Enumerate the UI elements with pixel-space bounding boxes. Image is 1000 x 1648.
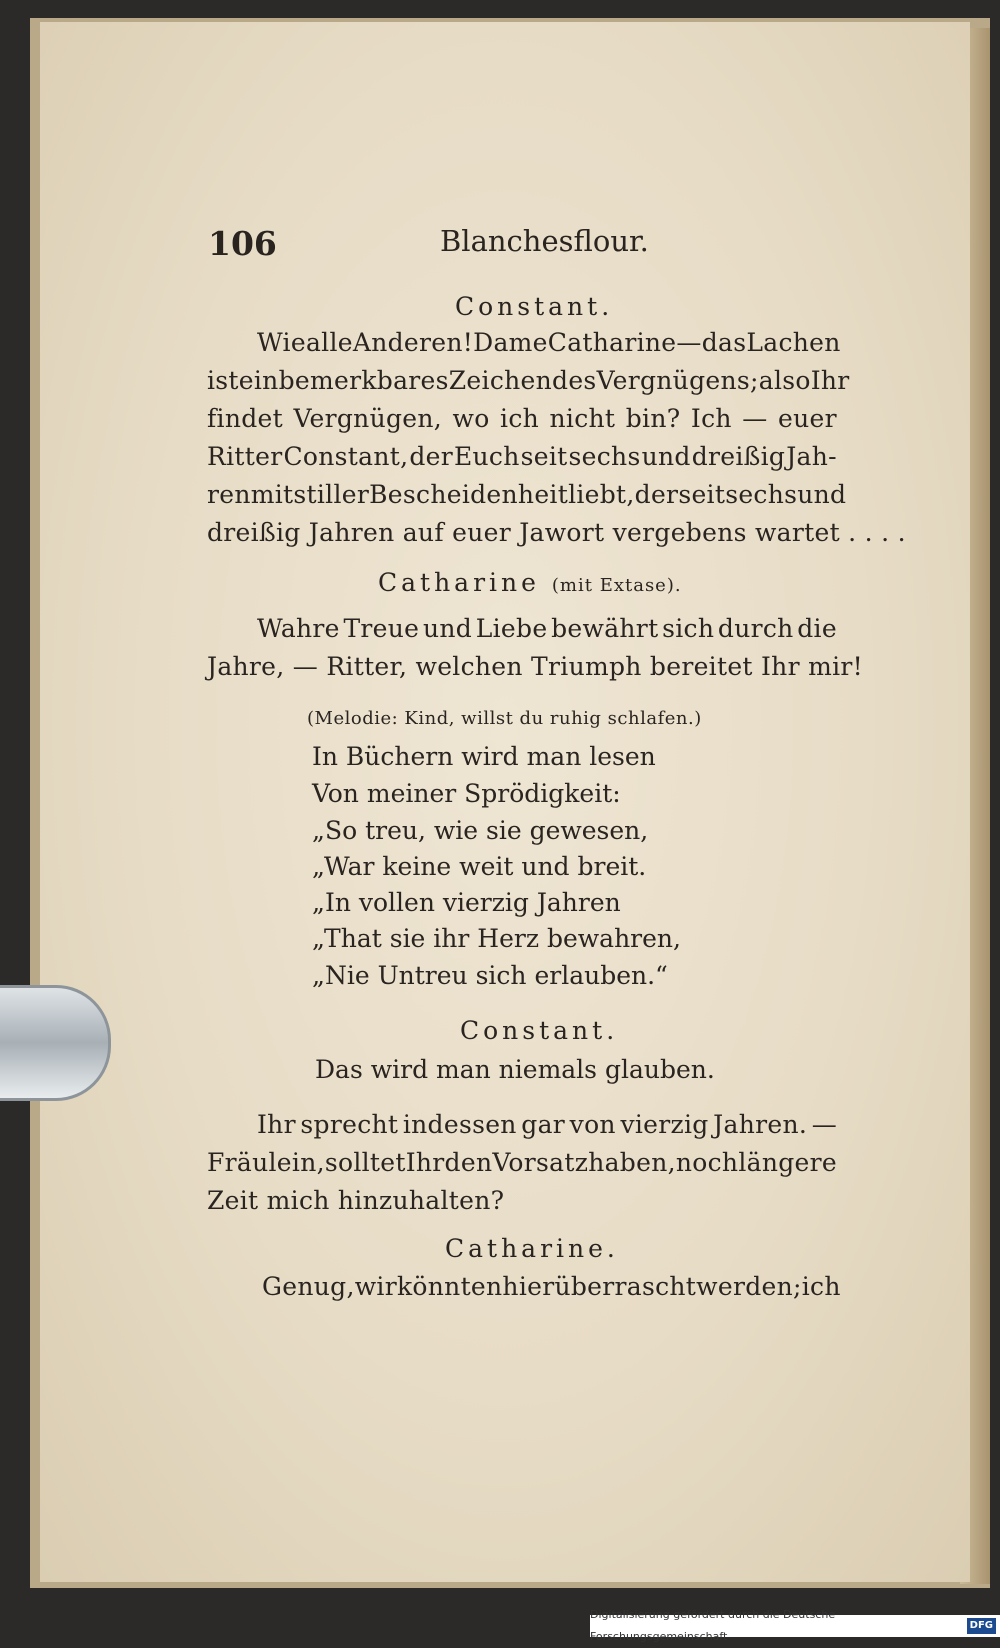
word: Jah- xyxy=(786,442,837,471)
word: stiller xyxy=(293,480,370,509)
word: — xyxy=(811,1110,837,1139)
word: von xyxy=(569,1110,616,1139)
page-clip xyxy=(0,985,111,1101)
word: Bescheidenheit xyxy=(369,480,569,509)
word: sechs xyxy=(725,480,798,509)
word: Dame xyxy=(473,328,548,357)
word: könnten xyxy=(396,1272,503,1301)
word: Vergnügen, xyxy=(293,404,443,433)
word: Catharine xyxy=(547,328,677,357)
text-line xyxy=(262,1272,841,1301)
word: dreißig xyxy=(691,442,786,471)
word: Wie xyxy=(257,328,306,357)
word: Lachen xyxy=(746,328,841,357)
word: Euch xyxy=(453,442,520,471)
text-line xyxy=(257,1110,837,1139)
word: seit xyxy=(678,480,726,509)
word: alle xyxy=(305,328,353,357)
word: Vorsatz xyxy=(492,1148,589,1177)
word: findet xyxy=(207,404,283,433)
word: Constant, xyxy=(283,442,409,471)
word: die xyxy=(797,614,837,643)
word: sprecht xyxy=(300,1110,399,1139)
word: Liebe xyxy=(475,614,548,643)
word: nicht xyxy=(549,404,616,433)
word: mit xyxy=(250,480,294,509)
word: Ihr xyxy=(405,1148,445,1177)
word: das xyxy=(701,328,747,357)
word: haben, xyxy=(588,1148,676,1177)
word: und xyxy=(797,480,847,509)
verse-line: Das wird man niemals glauben. xyxy=(315,1055,715,1084)
word: überrascht xyxy=(554,1272,697,1301)
text-line xyxy=(207,1148,837,1177)
word: ist xyxy=(207,366,239,395)
verse-line: Von meiner Sprödigkeit: xyxy=(312,779,621,808)
verse-line: „War keine weit und breit. xyxy=(312,852,647,881)
word: Zeichen xyxy=(448,366,553,395)
word: euer xyxy=(778,404,837,433)
speaker-name: Constant. xyxy=(455,292,614,321)
verse-line: „So treu, wie sie gewesen, xyxy=(312,816,649,845)
word: — xyxy=(676,328,702,357)
speaker-heading xyxy=(378,568,682,597)
word: der xyxy=(634,480,679,509)
word: Jahren. xyxy=(713,1110,808,1139)
word: Anderen! xyxy=(352,328,474,357)
text-line xyxy=(207,404,837,433)
word: Treue xyxy=(343,614,420,643)
word: ren xyxy=(207,480,251,509)
word: bewährt xyxy=(551,614,659,643)
word: ich xyxy=(500,404,540,433)
credit-text: Digitalisierung gefördert durch die Deutsche Forschungsgemeinschaft xyxy=(590,1608,836,1643)
page-number: 106 xyxy=(208,224,277,263)
word: Genug, xyxy=(262,1272,355,1301)
dfg-logo: DFG xyxy=(967,1618,996,1634)
melody-note: (Melodie: Kind, willst du ruhig schlafen.) xyxy=(307,708,702,729)
word: liebt, xyxy=(568,480,635,509)
word: längere xyxy=(738,1148,837,1177)
text-line xyxy=(207,442,837,471)
word: bemerkbares xyxy=(278,366,449,395)
word: Ritter xyxy=(207,442,283,471)
verse-line: In Büchern wird man lesen xyxy=(312,742,656,771)
speaker-name: Catharine xyxy=(378,568,540,597)
stage-direction: (mit Extase). xyxy=(551,575,682,596)
word: solltet xyxy=(324,1148,406,1177)
word: sich xyxy=(662,614,715,643)
verse-line: „Nie Untreu sich erlauben.“ xyxy=(312,961,668,990)
word: gar xyxy=(521,1110,566,1139)
word: sechs xyxy=(568,442,641,471)
word: wir xyxy=(354,1272,397,1301)
word: und xyxy=(422,614,473,643)
word: Ich xyxy=(690,404,732,433)
word: Vergnügens; xyxy=(596,366,759,395)
text-line xyxy=(207,480,847,509)
word: Ihr xyxy=(257,1110,296,1139)
word: wo xyxy=(452,404,490,433)
word: Ihr xyxy=(810,366,850,395)
speaker-name: Catharine. xyxy=(445,1234,619,1263)
text-line: Jahre, — Ritter, welchen Triumph bereitet Ihr mir! xyxy=(207,652,863,681)
digitization-credit xyxy=(590,1608,1000,1643)
word: indessen xyxy=(402,1110,517,1139)
verse-line: „In vollen vierzig Jahren xyxy=(312,888,621,917)
text-line xyxy=(257,614,837,643)
word: ich xyxy=(801,1272,841,1301)
word: vierzig xyxy=(620,1110,709,1139)
word: also xyxy=(758,366,811,395)
word: Wahre xyxy=(257,614,340,643)
word: werden; xyxy=(696,1272,802,1301)
word: ein xyxy=(238,366,279,395)
running-head: Blanchesflour. xyxy=(440,224,649,258)
speaker-name: Constant. xyxy=(460,1016,619,1045)
word: — xyxy=(742,404,768,433)
verse-line: „That sie ihr Herz bewahren, xyxy=(312,924,681,953)
word: der xyxy=(409,442,453,471)
word: und xyxy=(641,442,691,471)
word: noch xyxy=(675,1148,739,1177)
word: Fräulein, xyxy=(207,1148,325,1177)
word: den xyxy=(444,1148,493,1177)
text-line: dreißig Jahren auf euer Jawort vergebens wartet . . . . xyxy=(207,518,906,547)
word: bin? xyxy=(625,404,681,433)
word: des xyxy=(552,366,597,395)
word: durch xyxy=(717,614,794,643)
text-line xyxy=(207,366,850,395)
word: hier xyxy=(502,1272,555,1301)
word: seit xyxy=(520,442,568,471)
text-line: Zeit mich hinzuhalten? xyxy=(207,1186,505,1215)
text-line xyxy=(257,328,841,357)
